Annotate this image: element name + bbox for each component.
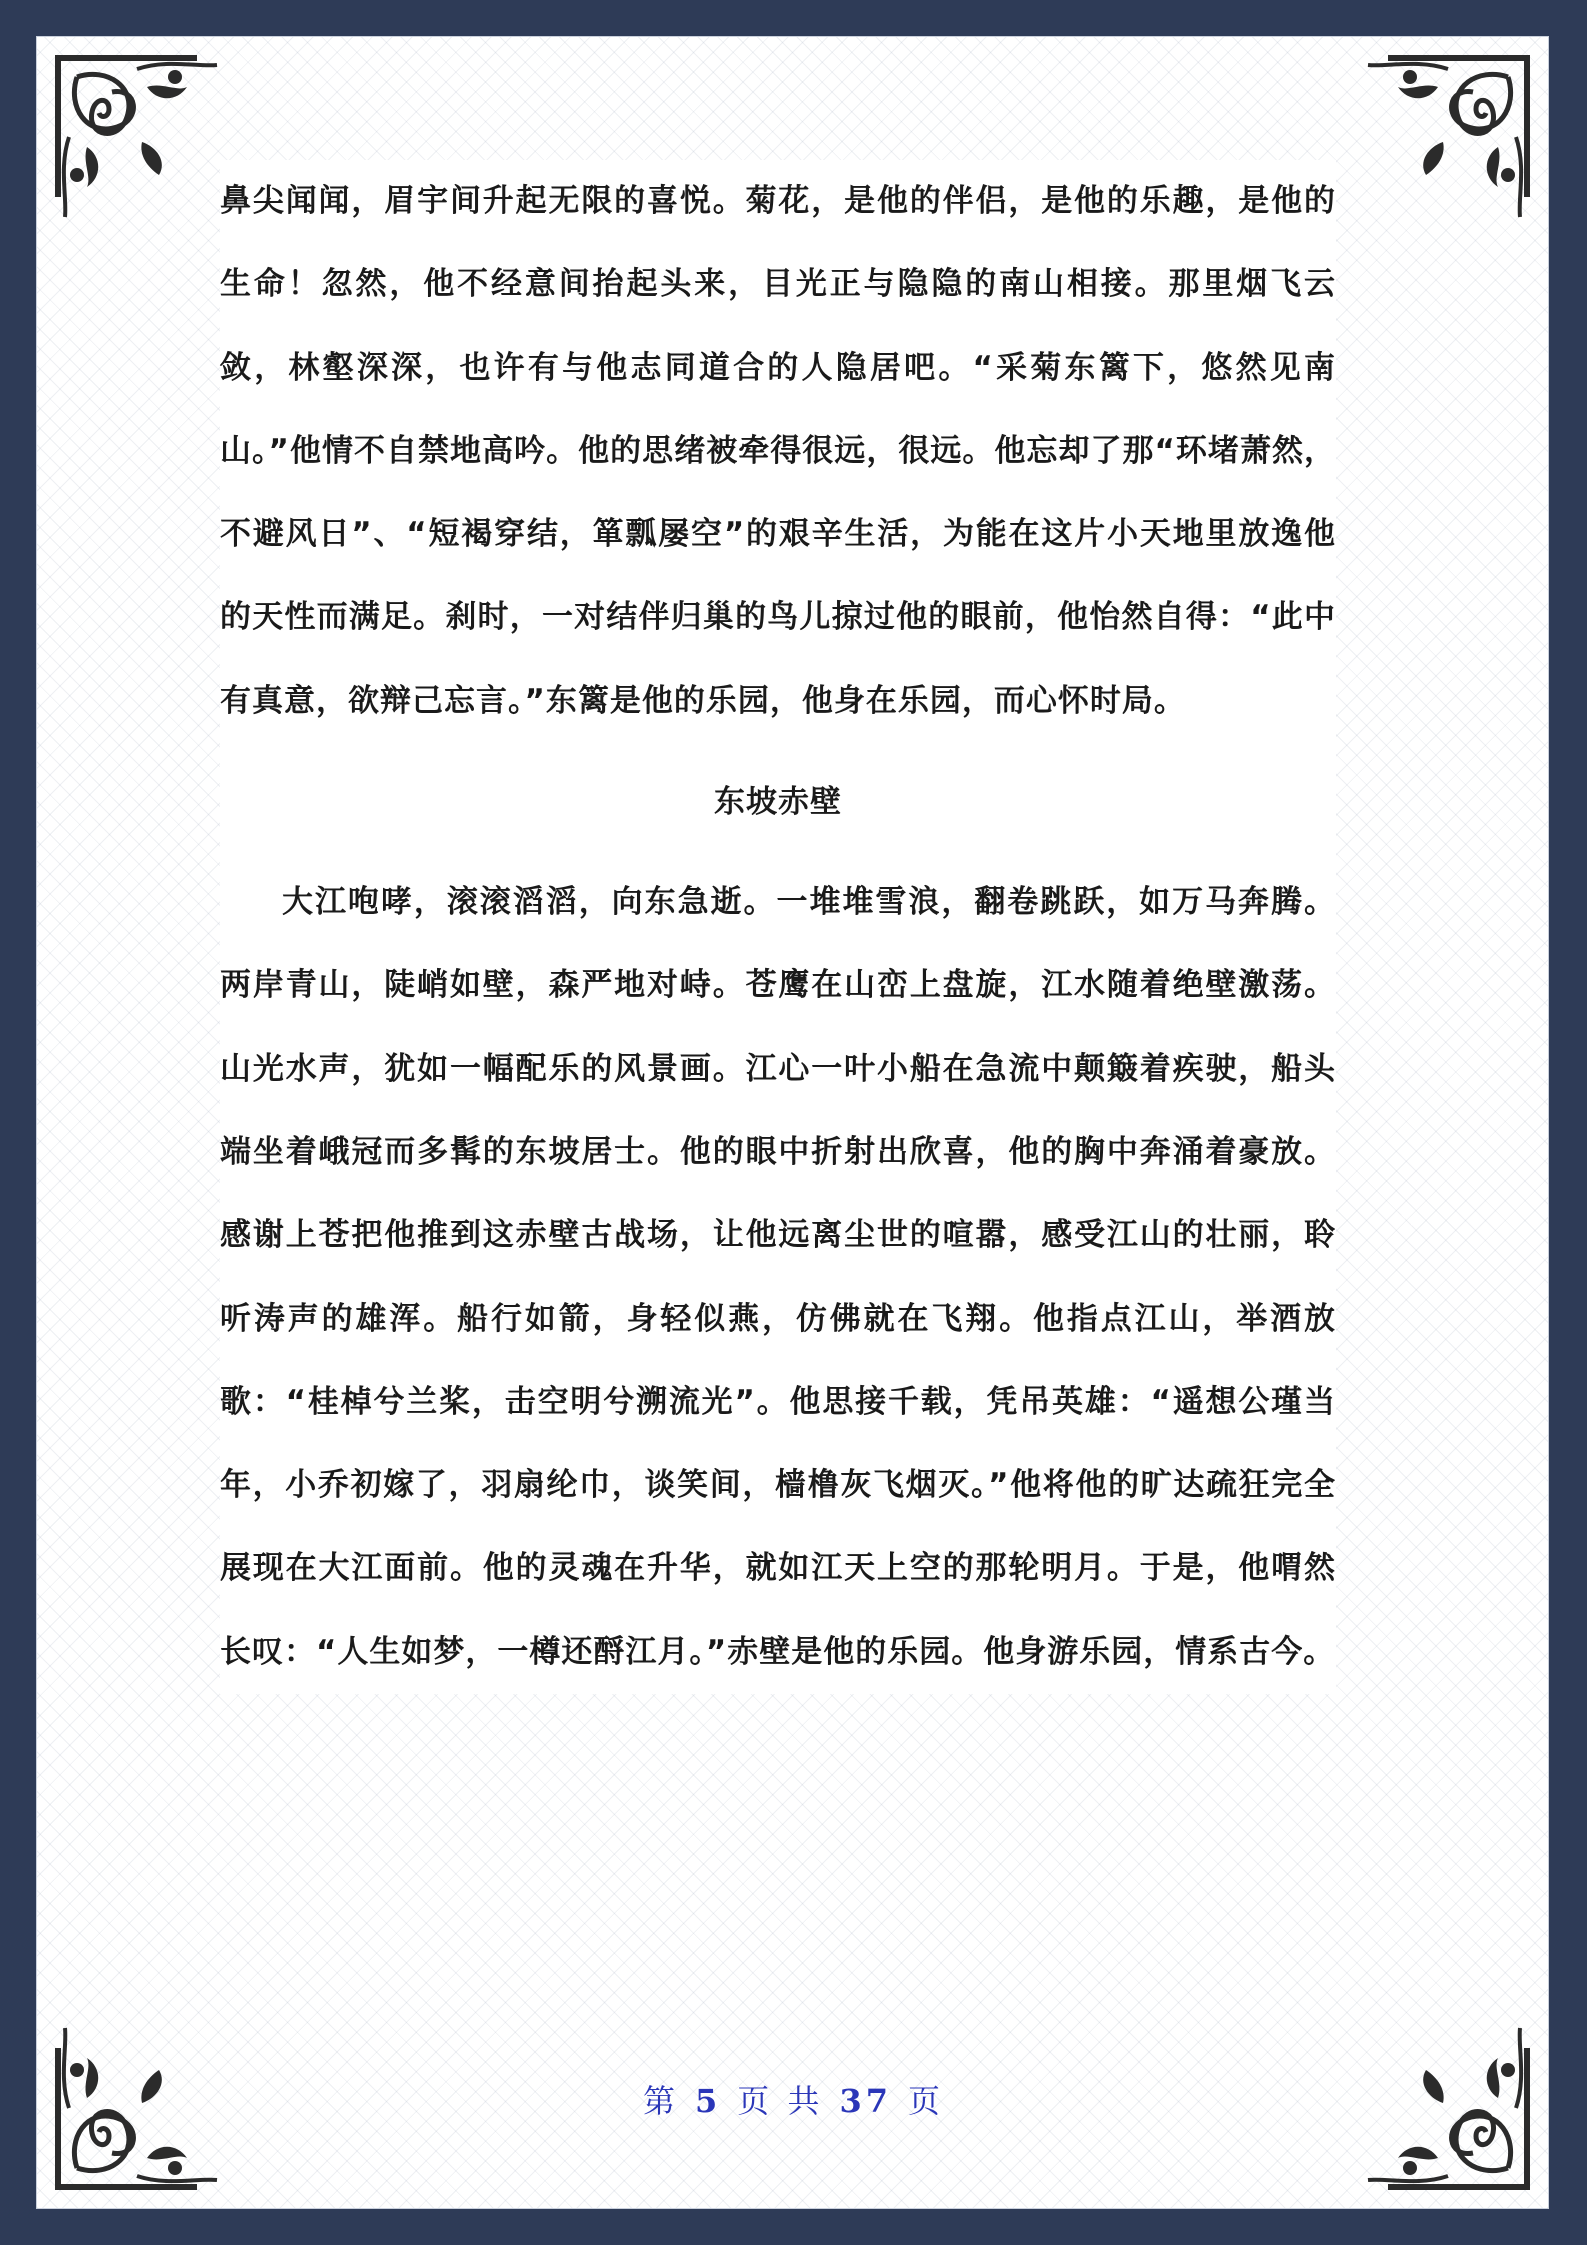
footer-prefix: 第 — [642, 2082, 679, 2120]
corner-ornament-icon — [1348, 47, 1538, 237]
page-footer — [0, 2076, 1587, 2122]
footer-suffix: 页 — [907, 2082, 944, 2120]
section-title: 东坡赤壁 — [714, 784, 842, 821]
paragraph-2: 大江咆哮，滚滚滔滔，向东急逝。一堆堆雪浪，翻卷跳跃，如万马奔腾。两岸青山，陡峭如壁，森严地对峙。苍鹰在山峦上盘旋，江水随着绝壁激荡。山光水声，犹如一幅配乐的风景画。江心一叶小船在急流中颠簸着疾驶，船头端坐着峨冠而多髯的东坡居士。他的眼中折射出欣喜，他的胸中奔涌着豪放。感谢上苍把他推到这赤壁古战场，让他远离尘世的喧嚣，感受江山的壮丽，聆听涛声的雄浑。船行如箭，身轻似燕，仿佛就在飞翔。他指点江山，举酒放歌：“桂棹兮兰桨，击空明兮溯流光”。他思接千载，凭吊英雄：“遥想公瑾当年，小乔初嫁了，羽扇纶巾，谈笑间，樯橹灰飞烟灭。”他将他的旷达疏狂完全展现在大江面前。他的灵魂在升华，就如江天上空的那轮明月。于是，他喟然长叹：“人生如梦，一樽还酹江月。”赤壁是他的乐园。他身游乐园，情系古今。 — [220, 884, 1336, 1670]
article-body — [220, 160, 1336, 1694]
footer-middle: 页 共 — [737, 2082, 824, 2120]
total-page-count: 37 — [839, 2082, 892, 2120]
current-page-number: 5 — [695, 2082, 722, 2120]
paragraph-1: 鼻尖闻闻，眉宇间升起无限的喜悦。菊花，是他的伴侣，是他的乐趣，是他的生命！忽然，他不经意间抬起头来，目光正与隐隐的南山相接。那里烟飞云敛，林壑深深，也许有与他志同道合的人隐居吧。“采菊东篱下，悠然见南山。”他情不自禁地高吟。他的思绪被牵得很远，很远。他忘却了那“环堵萧然，不避风日”、“短褐穿结，箪瓢屡空”的艰辛生活，为能在这片小天地里放逸他的天性而满足。刹时，一对结伴归巢的鸟儿掠过他的眼前，他怡然自得：“此中有真意，欲辩己忘言。”东篱是他的乐园，他身在乐园，而心怀时局。 — [220, 183, 1336, 719]
corner-ornament-icon — [47, 47, 237, 237]
